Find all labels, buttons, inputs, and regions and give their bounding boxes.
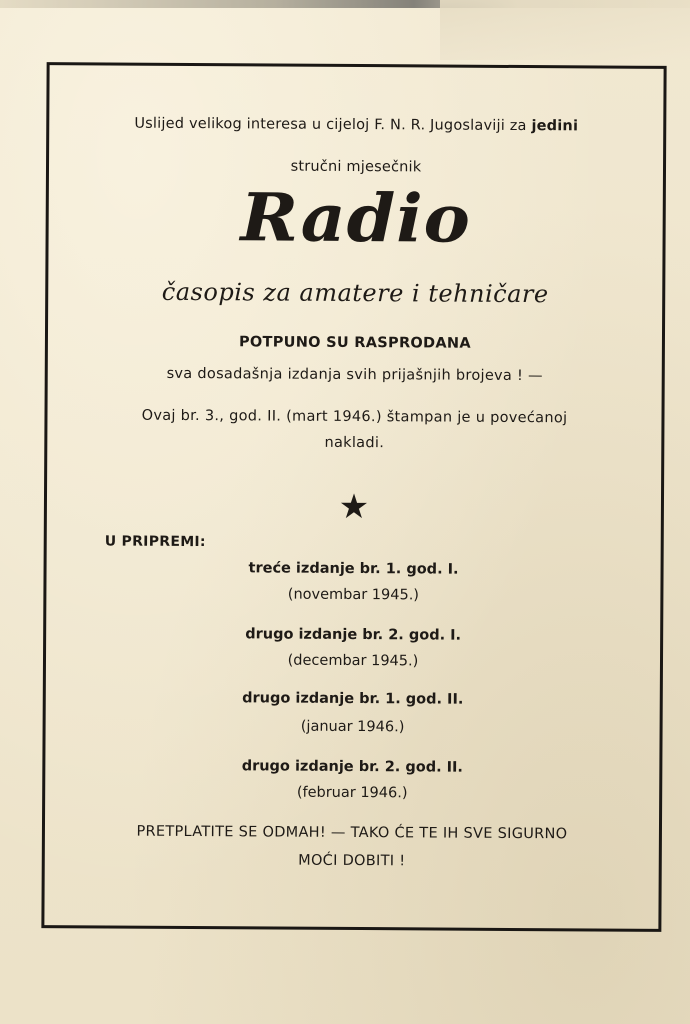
magazine-subtitle: časopis za amatere i tehničare <box>161 277 549 309</box>
edition-item-date: (februar 1946.) <box>296 784 408 802</box>
edition-item-title: drugo izdanje br. 2. god. I. <box>245 626 462 644</box>
sold-out-line-1: sva dosadašnja izdanja svih prijašnjih brojeva ! — <box>166 365 543 385</box>
intro-line-2: stručni mjesečnik <box>290 158 422 176</box>
edition-item-date: (januar 1946.) <box>300 718 405 736</box>
in-preparation-label: U PRIPREMI: <box>104 533 206 551</box>
star-divider: ★ <box>338 486 370 528</box>
intro-line-1 <box>49 115 663 135</box>
page-fold-corner <box>440 0 690 60</box>
edition-item-title: drugo izdanje br. 2. god. II. <box>241 758 464 776</box>
advertisement-frame <box>41 62 666 932</box>
sold-out-line-3: nakladi. <box>324 434 385 452</box>
sold-out-heading: POTPUNO SU RASPRODANA <box>238 334 471 352</box>
magazine-title: Radio <box>240 178 472 258</box>
edition-item-title: drugo izdanje br. 1. god. II. <box>242 690 464 708</box>
edition-item-date: (decembar 1945.) <box>287 652 419 670</box>
edition-item-date: (novembar 1945.) <box>287 586 420 604</box>
call-to-action-line-1: PRETPLATITE SE ODMAH! — TAKO ĆE TE IH SVE SIGURNO <box>136 823 568 843</box>
intro-text: Uslijed velikog interesa u cijeloj F. N. R. Jugoslaviji za <box>134 115 527 135</box>
sold-out-line-2: Ovaj br. 3., god. II. (mart 1946.) štampan je u povećanoj <box>141 407 568 427</box>
call-to-action-line-2: MOĆI DOBITI ! <box>298 852 406 870</box>
intro-emphasis: jedini <box>531 118 579 135</box>
edition-item-title: treće izdanje br. 1. god. I. <box>248 560 459 578</box>
